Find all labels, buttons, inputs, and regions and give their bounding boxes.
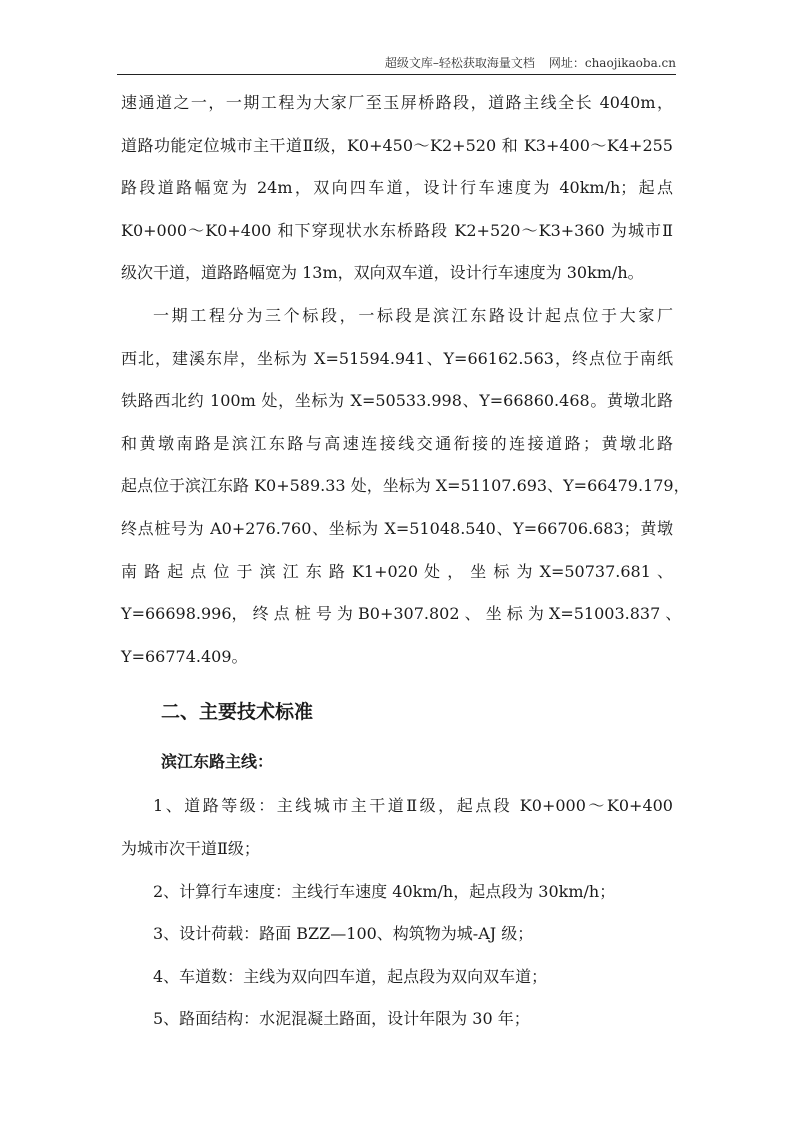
text-line: 一期工程分为三个标段，一标段是滨江东路设计起点位于大家厂 (153, 305, 673, 325)
text-line: 南 路 起 点 位 于 滨 江 东 路 K1+020 处 ， 坐 标 为 X=50737.681 、 (121, 561, 673, 581)
text-line: 3、设计荷载：路面 BZZ—100、构筑物为城-AJ 级； (153, 924, 534, 944)
paragraph-2 (121, 295, 690, 678)
text-line: 路段道路幅宽为 24m，双向四车道，设计行车速度为 40km/h；起点 (121, 178, 673, 198)
header-site: 网址：chaojikaoba.cn (548, 56, 676, 70)
text-line: Y=66698.996， 终 点 桩 号 为 B0+307.802 、 坐 标 为 X=51003.837 、 (121, 604, 682, 624)
header-title: 超级文库–轻松获取海量文档 (384, 56, 535, 70)
text-line: 道路功能定位城市主干道Ⅱ级，K0+450～K2+520 和 K3+400～K4+255 (121, 135, 673, 155)
text-line: Y=66774.409。 (121, 646, 248, 666)
list-item (121, 956, 673, 999)
text-line: 2、计算行车速度：主线行车速度 40km/h，起点段为 30km/h； (153, 881, 616, 901)
list-item (121, 871, 673, 914)
paragraph-1 (121, 82, 673, 295)
list-item (121, 998, 673, 1041)
list-item (121, 913, 673, 956)
text-line: 西北，建溪东岸，坐标为 X=51594.941、Y=66162.563，终点位于南纸 (121, 348, 673, 368)
text-line: 和黄墩南路是滨江东路与高速连接线交通衔接的连接道路；黄墩北路 (121, 433, 673, 453)
page-header (117, 55, 676, 75)
text-line: 4、车道数：主线为双向四车道，起点段为双向双车道； (153, 966, 548, 986)
document-body (121, 82, 690, 1041)
text-line: 5、路面结构：水泥混凝土路面，设计年限为 30 年； (153, 1009, 530, 1029)
standards-list (121, 785, 673, 1041)
text-line: 铁路西北约 100m 处，坐标为 X=50533.998、Y=66860.468。黄墩北路 (121, 391, 673, 411)
text-line: 1、道路等级：主线城市主干道Ⅱ级，起点段 K0+000～K0+400 (153, 796, 673, 816)
list-item (121, 785, 673, 870)
text-line: K0+000～K0+400 和下穿现状水东桥路段 K2+520～K3+360 为城市Ⅱ (121, 220, 673, 240)
text-line: 起点位于滨江东路 K0+589.33 处，坐标为 X=51107.693、Y=66479.179， (121, 476, 690, 496)
section-heading: 二、主要技术标准 (161, 701, 314, 724)
text-line: 终点桩号为 A0+276.760、坐标为 X=51048.540、Y=66706.683；黄墩 (121, 518, 673, 538)
text-line: 为城市次干道Ⅱ级； (121, 838, 260, 858)
text-line: 速通道之一，一期工程为大家厂至玉屏桥路段，道路主线全长 4040m， (121, 93, 673, 112)
subsection-heading: 滨江东路主线： (161, 752, 274, 772)
text-line: 级次干道，道路路幅宽为 13m，双向双车道，设计行车速度为 30km/h。 (121, 263, 644, 283)
